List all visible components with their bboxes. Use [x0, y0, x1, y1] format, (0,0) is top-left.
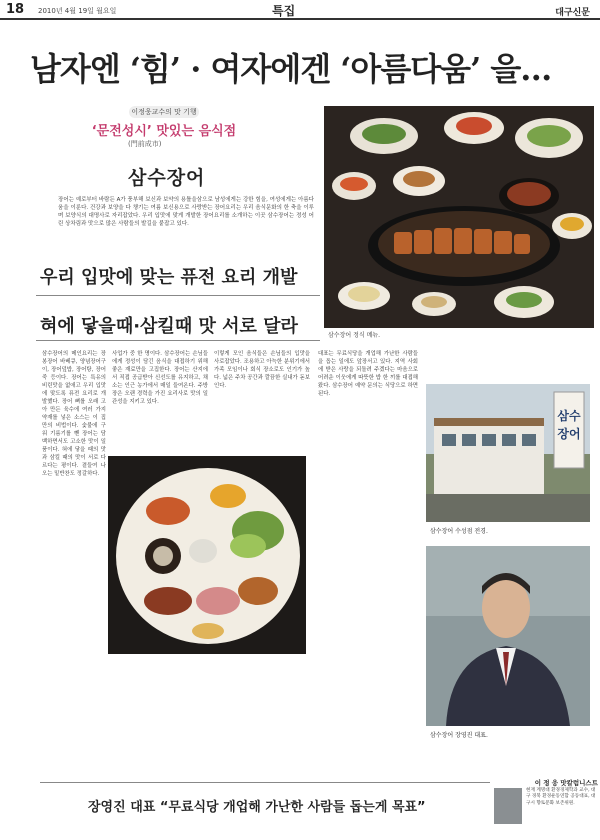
paper-name: 대구신문: [555, 8, 590, 18]
intro-paragraph: 장어는 예로부터 바람든 A가 풍부해 보신과 보약의 용틀을삼으로 남성에게는 강한 힘을, 여성에게는 아름다움을 이룬다. 건강과 보양을 다 챙기는 여름 보신용으로 사랑받는 장어요리는 우리 음식문화의 한 축을 이루며 보양식의 대명사로 자리잡았다. 우리 입맛에 맞게 개발한 장어요리를 소개하는 이곳 삼수장어는 정성 어린 상차림과 맛으로 많은 사람들의 발길을 붙잡고 있다.: [58, 197, 314, 227]
building-caption: 삼수장어 수성점 전경.: [430, 528, 488, 535]
divider: [36, 295, 320, 296]
headline: 남자엔 ‘힘’ · 여자에겐 ‘아름다움’ 을…: [30, 50, 552, 88]
subheadline-2: 혀에 닿을때·삼킬때 맛 서로 달라: [40, 316, 298, 337]
svg-text:삼수: 삼수: [557, 409, 581, 423]
dish-photo: [108, 456, 306, 654]
divider: [40, 782, 490, 783]
section-title: 특집: [272, 4, 296, 18]
page-number: 18: [6, 2, 25, 17]
logo-main-label: ‘문전성시’ 맛있는 음식점: [91, 124, 237, 139]
divider: [36, 340, 320, 341]
food-spread-photo: [324, 106, 594, 328]
svg-text:장어: 장어: [557, 427, 581, 441]
restaurant-building-photo: [426, 384, 590, 522]
food-spread-caption: 삼수장어 정식 메뉴.: [328, 332, 381, 339]
logo-sub-label: (門前成市): [128, 140, 162, 148]
restaurant-name: 삼수장어: [128, 167, 206, 189]
owner-caption: 삼수장어 장영진 대표.: [430, 732, 488, 739]
columnist-name: 이 정 웅 맛칼럼니스트: [534, 779, 598, 787]
logo-top-label: 이정웅교수의 맛 기행: [129, 106, 199, 118]
article-column-4: 대표는 무료식당을 개업해 가난한 사람들을 돕는 일에도 앞장서고 있다. 지역 사회에 받은 사랑을 되돌려 주겠다는 마음으로 어려운 이웃에게 따뜻한 밥 한 끼를 대접해 왔다. 삼수장어 예약 문의는 식당으로 하면 된다.: [318, 351, 418, 397]
columnist-photo: [494, 788, 522, 824]
article-column-2: 사업가 중 한 명이다. 삼수장어는 손님들에게 정성이 담긴 음식을 대접하기 위해 좋은 재료만을 고집한다. 장어는 산지에서 직접 공급받아 신선도를 유지하고, 채소는 인근 농가에서 매일 들여온다. 주방장은 오랜 경력을 가진 요리사로 맛의 일관성을 지키고 있다.: [112, 351, 208, 405]
issue-date: 2010년 4월 19일 월요일: [38, 7, 117, 15]
article-column-3: 이렇게 모인 음식들은 손님들의 입맛을 사로잡았다. 조용하고 아늑한 분위기에서 가족 모임이나 회식 장소로도 인기가 높다. 넓은 주차 공간과 깔끔한 실내가 돋보인다.: [214, 351, 310, 389]
article-column-1: 삼수장어의 메인요리는 장봉장어 바베큐, 양념장어구이, 장어덮밥, 장어탕, 장어죽 등이다. 장어는 특유의 비린맛을 없애고 우리 입맛에 맞도록 퓨전 요리로 개발했다. 장어 뼈를 오래 고아 만든 육수에 여러 가지 약재를 넣은 소스는 이 집만의 비법이다. 숯불에 구워 기름기를 뺀 장어는 담백하면서도 고소한 맛이 일품이다. 혀에 닿을 때의 맛과 삼킬 때의 맛이 서로 다르다는 평이다. 곁들여 나오는 밑반찬도 정갈하다.: [42, 351, 106, 477]
pull-quote: 장영진 대표 “무료식당 개업해 가난한 사람들 돕는게 목표”: [88, 800, 426, 815]
page-header: [0, 0, 600, 20]
columnist-bio: 현재 계명대 환경경제학과 교수, 대구 경북 환경운동연합 공동대표, 대구시 향토문화 보존위원.: [526, 788, 596, 806]
columnist-box: [494, 778, 598, 836]
subheadline-1: 우리 입맛에 맞는 퓨전 요리 개발: [40, 267, 298, 288]
owner-portrait-photo: [426, 546, 590, 726]
column-logo: [84, 106, 244, 148]
